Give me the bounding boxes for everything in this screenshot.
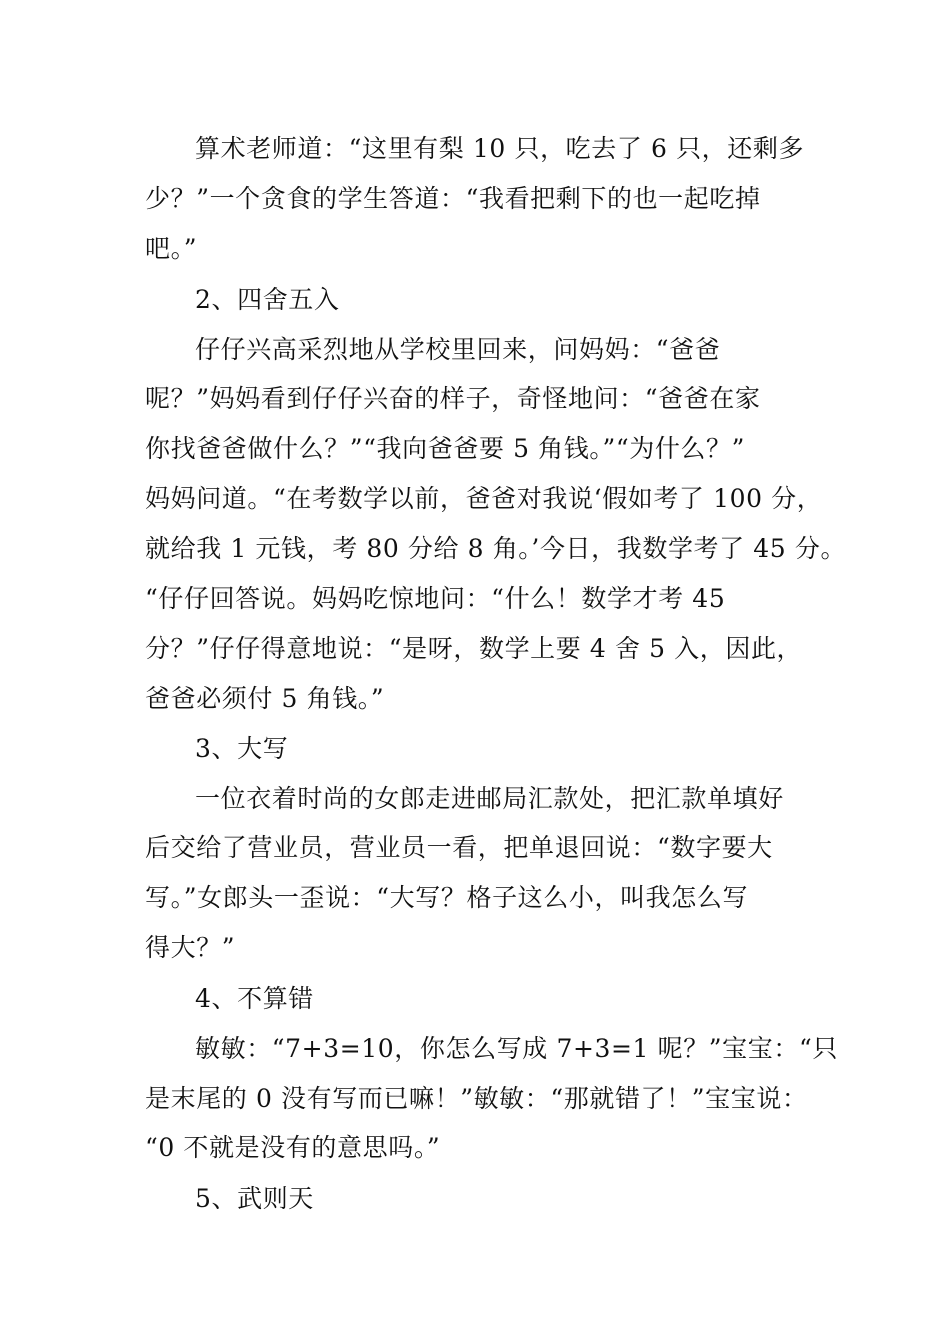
paragraph-line: 妈妈问道。“在考数学以前，爸爸对我说‘假如考了 100 分，	[145, 484, 823, 513]
paragraph-line: 仔仔兴高采烈地从学校里回来，问妈妈：“爸爸	[195, 335, 721, 364]
paragraph-line: 少？”一个贪食的学生答道：“我看把剩下的也一起吃掉	[145, 184, 761, 213]
paragraph-line: “0 不就是没有的意思吗。”	[145, 1133, 441, 1162]
section-heading: 4、不算错	[195, 984, 314, 1013]
paragraph-line: 得大？”	[145, 933, 236, 962]
section-heading: 2、四舍五入	[195, 285, 340, 314]
paragraph-line: “仔仔回答说。妈妈吃惊地问：“什么！数学才考 45	[145, 584, 726, 613]
paragraph-line: 敏敏：“7+3=10，你怎么写成 7+3=1 呢？”宝宝：“只	[195, 1034, 838, 1063]
paragraph-line: 呢？”妈妈看到仔仔兴奋的样子，奇怪地问：“爸爸在家	[145, 384, 761, 413]
paragraph-line: 后交给了营业员，营业员一看，把单退回说：“数字要大	[145, 833, 773, 862]
paragraph-line: 你找爸爸做什么？”“我向爸爸要 5 角钱。”“为什么？”	[145, 434, 746, 463]
paragraph-line: 算术老师道：“这里有梨 10 只，吃去了 6 只，还剩多	[195, 134, 805, 163]
paragraph-line: 是末尾的 0 没有写而已嘛！”敏敏：“那就错了！”宝宝说：	[145, 1084, 808, 1113]
paragraph-line: 吧。”	[145, 234, 198, 263]
section-heading: 3、大写	[195, 734, 289, 763]
section-heading: 5、武则天	[195, 1184, 314, 1213]
paragraph-line: 一位衣着时尚的女郎走进邮局汇款处，把汇款单填好	[195, 784, 784, 813]
paragraph-line: 写。”女郎头一歪说：“大写？格子这么小，叫我怎么写	[145, 883, 749, 912]
paragraph-line: 就给我 1 元钱，考 80 分给 8 角。’今日，我数学考了 45 分。	[145, 534, 847, 563]
paragraph-line: 分？”仔仔得意地说：“是呀，数学上要 4 舍 5 入，因此，	[145, 634, 803, 663]
paragraph-line: 爸爸必须付 5 角钱。”	[145, 684, 385, 713]
